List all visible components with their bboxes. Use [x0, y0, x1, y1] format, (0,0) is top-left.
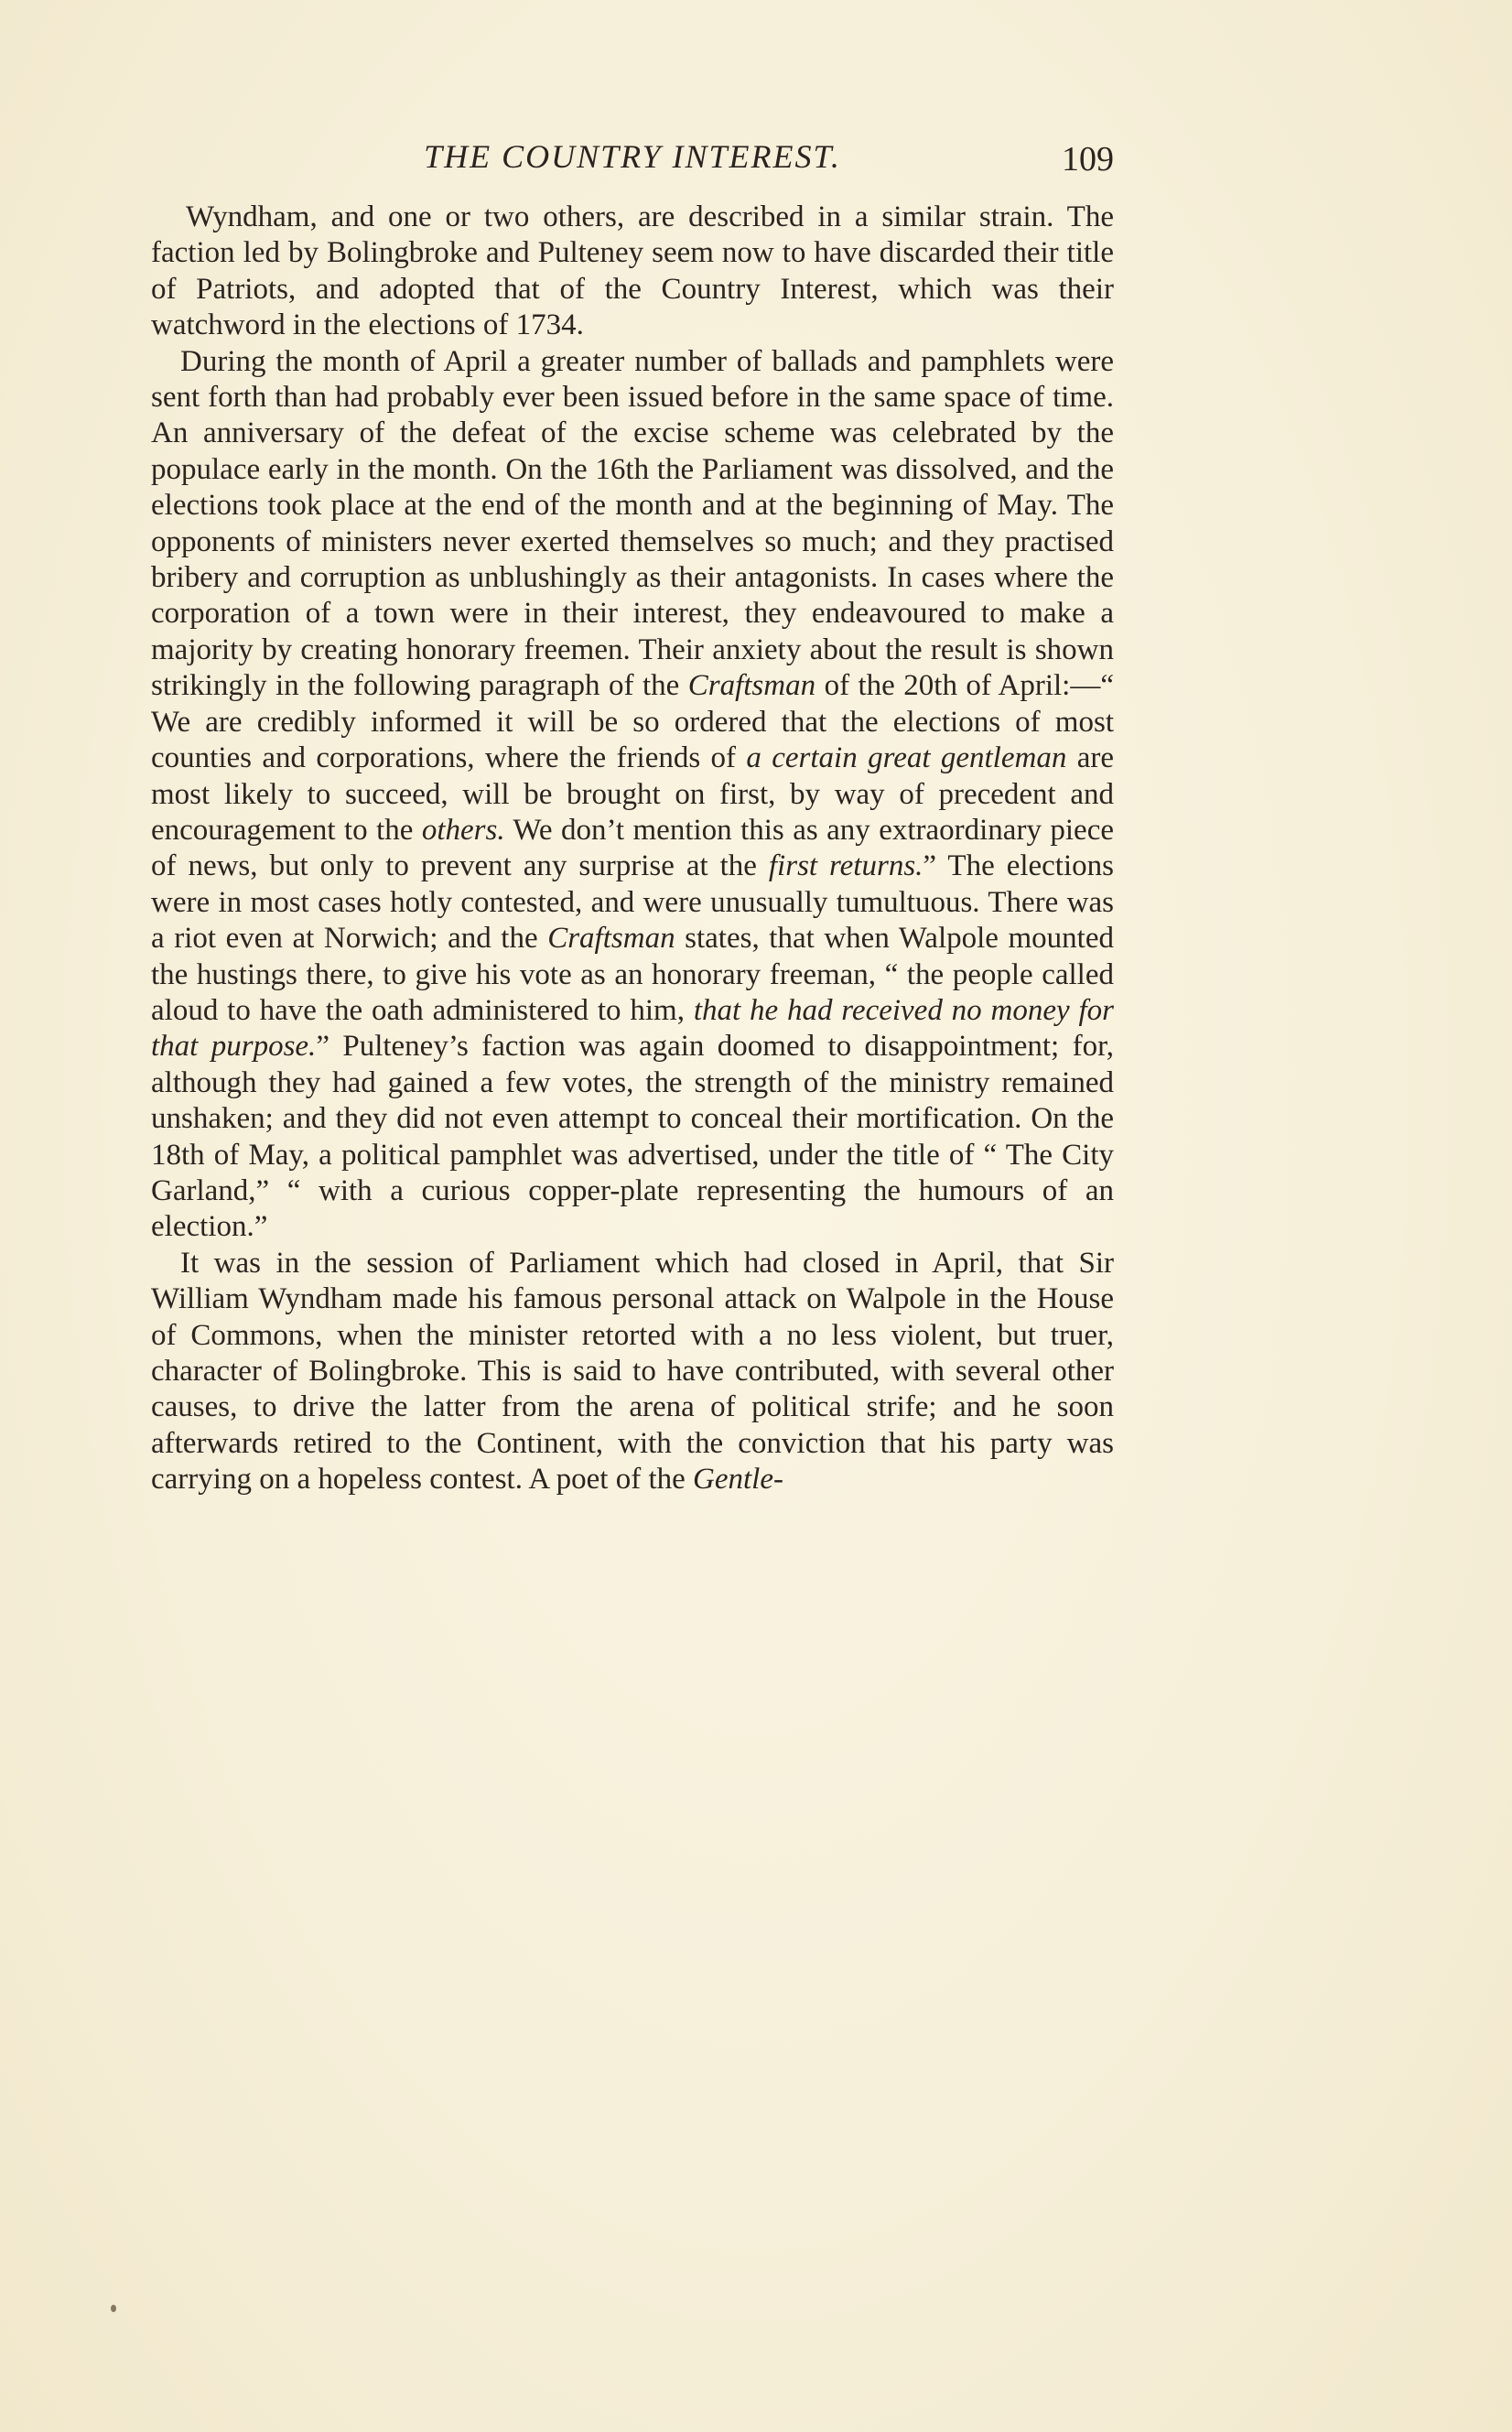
- paragraph-3-text: It was in the session of Parliament which had closed in April, that Sir William Wyndham made his famous personal attack on Walpole in the House of Commons, when the minister retorted with a no less violent, but truer, character of Bolingbroke. This is said to have contributed, with several other causes, to drive the latter from the arena of political strife; and he soon afterwards retired to the Continent, with the conviction that his party was carrying on a hopeless contest. A poet of the: [151, 1246, 1114, 1497]
- paragraph-2: [151, 344, 1114, 1246]
- running-title: THE COUNTRY INTEREST.: [424, 138, 841, 175]
- italic-first-returns: first returns.: [768, 849, 923, 883]
- body-text: [151, 200, 1114, 1498]
- page-number: 109: [1062, 140, 1114, 178]
- paragraph-2-text: During the month of April a greater number of ballads and pamphlets were sent forth than had probably ever been issued before in the same space of time. An anniversary of the defeat of the excise scheme was celebrated by the populace early in the month. On the 16th the Parliament was dissolved, and the elections took place at the end of the month and at the beginning of May. The opponents of ministers never exerted themselves so much; and they practised bribery and corruption as unblushingly as their antagonists. In cases where the corporation of a town were in their interest, they endeavoured to make a majority by creating honorary freemen. Their anxiety about the result is shown strikingly in the following paragraph of the: [151, 344, 1114, 703]
- paragraph-2-text: of the 20th of April:—“ We are credibly informed it will be so ordered that the elections of most counties and corporations, where the friends of: [151, 669, 1114, 775]
- page-header: [151, 135, 1114, 181]
- italic-gentle: Gentle-: [693, 1463, 783, 1497]
- ink-speck: [111, 2305, 116, 2312]
- paragraph-2-text: We don’t mention this as any extraordinary piece of news, but only to prevent any surprise at the: [151, 813, 1114, 883]
- paragraph-2-text: states, that when Walpole mounted the hustings there, to give his vote as an honorary freeman, “ the people called aloud to have the oath administered to him,: [151, 922, 1114, 1027]
- paragraph-2-text: ” Pulteney’s faction was again doomed to disappointment; for, although they had gained a few votes, the strength of the ministry remained unshaken; and they did not even attempt to conceal their mortification. On the 18th of May, a political pamphlet was advertised, under the title of “ The City Garland,” “ with a curious copper-plate representing the humours of an election.”: [151, 1030, 1114, 1244]
- paragraph-1: [151, 200, 1114, 344]
- paragraph-2-text: ” The elections were in most cases hotly contested, and were unusually tumultuous. There was a riot even at Norwich; and the: [151, 849, 1114, 956]
- italic-craftsman: Craftsman: [687, 669, 816, 703]
- italic-craftsman: Craftsman: [547, 922, 675, 956]
- italic-others: others.: [421, 813, 505, 847]
- italic-quote-oath: that he had received no money for that purpose.: [151, 993, 1114, 1064]
- paragraph-3: [151, 1246, 1114, 1498]
- italic-certain-great-gentleman: a certain great gentleman: [746, 741, 1067, 775]
- paragraph-2-text: are most likely to succeed, will be brought on first, by way of precedent and encouragement to the: [151, 741, 1114, 847]
- paragraph-1-text: Wyndham, and one or two others, are described in a similar strain. The faction led by Bolingbroke and Pulteney seem now to have discarded their title of Patriots, and adopted that of the Country Interest, which was their watchword in the elections of 1734.: [151, 200, 1114, 342]
